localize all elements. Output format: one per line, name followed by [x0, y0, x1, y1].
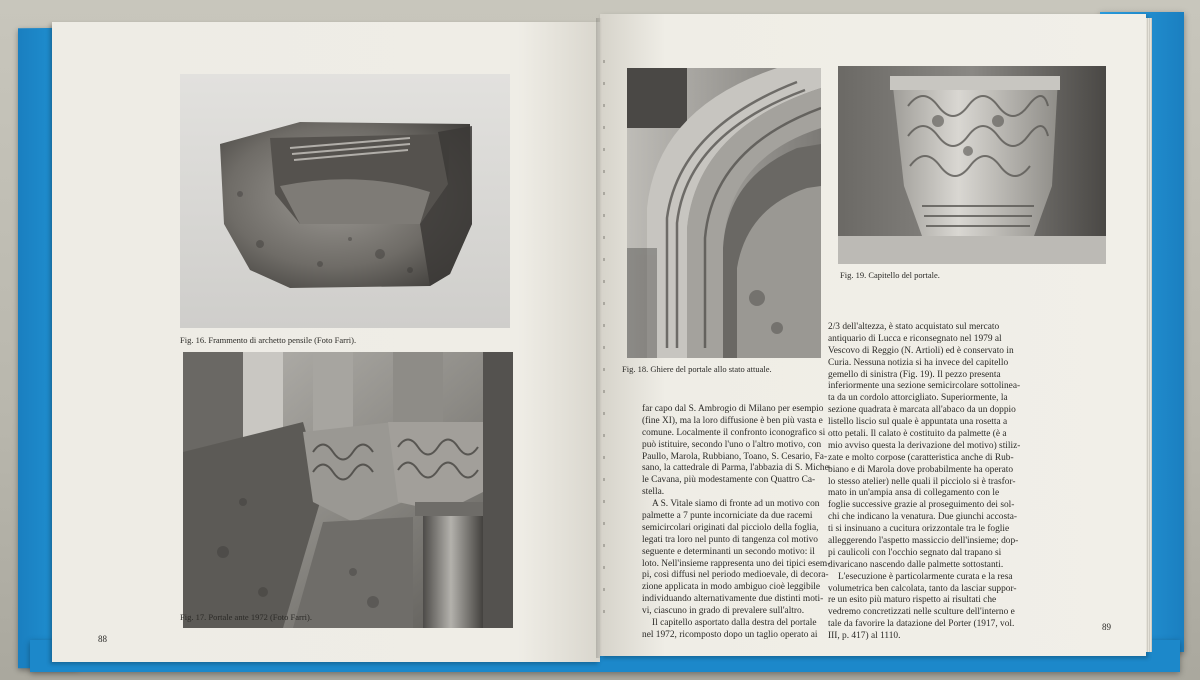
text-line: chi che indicano la venatura. Due giunchi accosta- [828, 512, 1017, 523]
text-line: Paullo, Marola, Rubbiano, Toano, S. Cesario, Fa- [642, 451, 828, 462]
text-line: tale da favorire la datazione del Porter (1917, vol. [828, 619, 1015, 630]
text-line: palmette a 7 punte incorniciate da due racemi [642, 511, 813, 522]
text-line: listello liscio sul quale è appuntata una rosetta a [828, 417, 1008, 428]
text-line: Vescovo di Reggio (N. Artioli) ed è conservato in [828, 345, 1014, 356]
left-page [52, 22, 600, 662]
text-line: seguente e determinanti un secondo motivo: il [642, 546, 815, 557]
text-line: pi, così diffusi nel periodo medioevale, di decora- [642, 570, 829, 581]
fig18-caption: Fig. 18. Ghiere del portale allo stato attuale. [622, 364, 772, 374]
text-line: ta da un cordolo attorcigliato. Superiormente, la [828, 393, 1008, 404]
text-line: 2/3 dell'altezza, è stato acquistato sul mercato [828, 322, 1000, 332]
text-line: comune. Localmente il confronto iconografico si [642, 427, 826, 438]
fig19-caption: Fig. 19. Capitello del portale. [840, 270, 940, 280]
text-line: Il capitello asportato dalla destra del portale [652, 618, 817, 629]
text-line: pi caulicoli con l'occhio segnato dal trapano si [828, 547, 1002, 558]
fig18-photo [627, 68, 821, 358]
right-page [600, 14, 1146, 656]
text-line: loto. Nell'insieme rappresenta uno dei tipici esem- [642, 558, 831, 569]
text-line: mato in un'ampia ansa di collegamento con le [828, 488, 1000, 499]
capital-image [838, 66, 1106, 264]
portal-arches-image [627, 68, 821, 358]
text-line: far capo dal S. Ambrogio di Milano per esempio [642, 404, 824, 414]
text-line: ti si insinuano a cucitura orizzontale tra le foglie [828, 524, 1010, 535]
text-line: stella. [642, 487, 665, 498]
text-line: legati tra loro nel punto di tangenza col motivo [642, 534, 818, 545]
text-line: sano, la cattedrale di Parma, l'abbazia di S. Miche- [642, 463, 832, 474]
text-line: mio avviso questa la derivazione del motivo) stiliz- [828, 440, 1021, 451]
text-line: otto petali. Il calato è costituito da palmette (è a [828, 429, 1007, 440]
binding-stitch [603, 60, 605, 620]
fig17-photo [183, 352, 513, 628]
text-line: inferiormente una sezione semicircolare sottolinea- [828, 381, 1021, 392]
text-line: sezione quadrata è marcata all'abaco da un doppio [828, 405, 1016, 416]
text-line: biano e di Marola dove probabilmente ha operato [828, 464, 1014, 475]
portal-capitals-image [183, 352, 513, 628]
text-line: nel 1972, ricomposto dopo un taglio operato ai [642, 629, 818, 640]
text-column-right [828, 322, 1020, 643]
text-line: lo stesso atelier) nelle quali il picciolo si è trasfor- [828, 476, 1016, 487]
text-line: (fine XI), ma la loro diffusione è ben più vasta e [642, 415, 823, 426]
text-line: vi, ciascuno in grado di prevalere sull'altro. [642, 606, 805, 617]
text-line: re un esito più maturo rispetto ai risultati che [828, 595, 997, 606]
text-line: antiquario di Lucca e riconsegnato nel 1979 al [828, 333, 1002, 344]
text-line: zate e molto corpose (caratteristica anche di Rub- [828, 452, 1014, 463]
text-line: divaricano nascendo dalle palmette sottostanti. [828, 559, 1004, 570]
text-line: gemello di sinistra (Fig. 19). Il pezzo presenta [828, 369, 1001, 380]
text-line: A S. Vitale siamo di fronte ad un motivo con [652, 499, 820, 510]
page-number-left: 88 [98, 634, 107, 644]
text-line: volumetrica ben calcolata, tanto da lasciar suppor- [828, 583, 1017, 594]
text-line: alleggerendo l'aspetto massiccio dell'insieme; dop- [828, 536, 1019, 547]
text-line: vedremo concretizzati nelle sculture dell'interno e [828, 607, 1015, 618]
text-line: foglie successive grazie al proseguimento dei sol- [828, 500, 1015, 511]
stone-fragment-image [180, 74, 510, 328]
text-line: può istituire, secondo l'uno o l'altro motivo, con [642, 439, 822, 450]
text-line: L'esecuzione è particolarmente curata e la resa [838, 571, 1013, 582]
text-line: zione applicata in modo ambiguo cioè leggibile [642, 582, 821, 593]
text-column-left [642, 404, 832, 642]
fig17-caption: Fig. 17. Portale ante 1972 (Foto Farri). [180, 612, 312, 622]
text-line: semicircolari originati dal picciolo della foglia, [642, 522, 819, 533]
text-line: le Cavana, più modestamente con Quattro Ca- [642, 475, 816, 486]
fig16-photo [180, 74, 510, 328]
page-number-right: 89 [1102, 622, 1111, 632]
fig19-photo [838, 66, 1106, 264]
fig16-caption: Fig. 16. Frammento di archetto pensile (Foto Farri). [180, 335, 357, 345]
page-edges [1146, 18, 1152, 652]
text-line: individuando alternativamente due distinti moti- [642, 594, 824, 605]
text-line: Curia. Nessuna notizia si ha invece del capitello [828, 357, 1009, 368]
text-line: III, p. 417) al 1110. [828, 631, 901, 642]
